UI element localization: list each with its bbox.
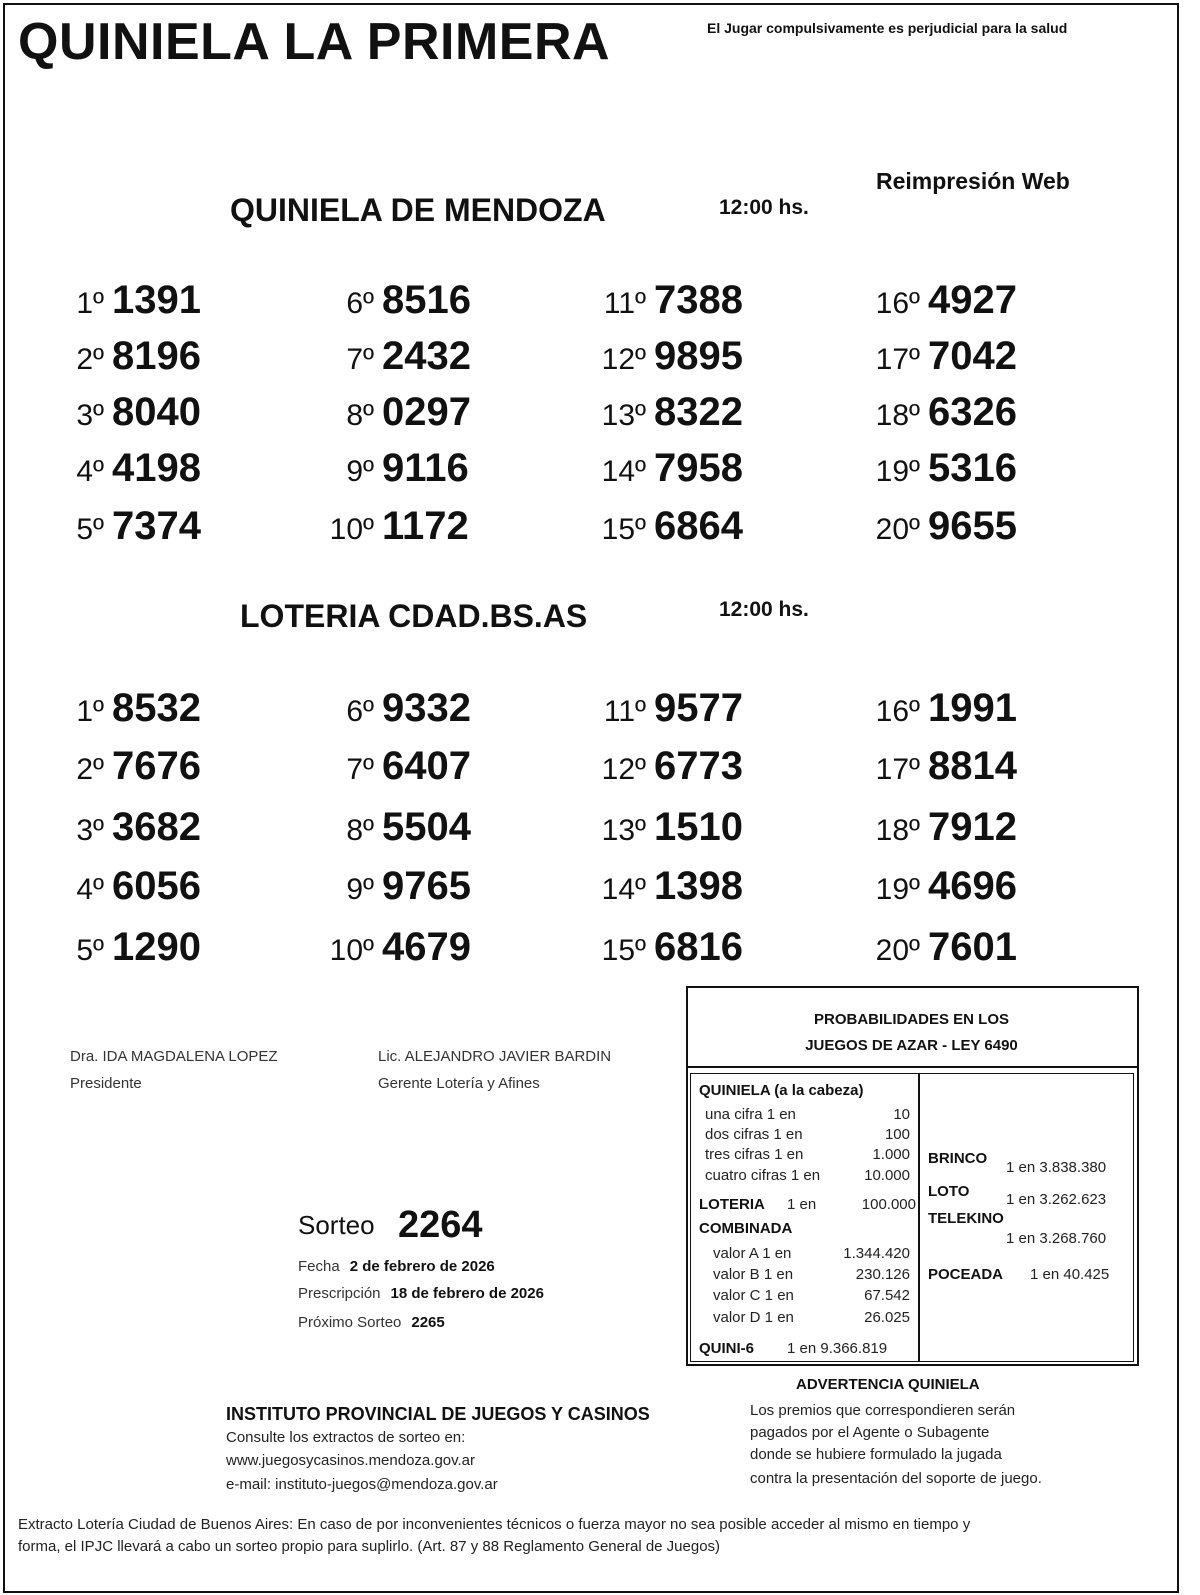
result-entry <box>24 390 201 435</box>
result-entry <box>566 686 743 731</box>
result-entry <box>294 744 471 789</box>
reprint-label: Reimpresión Web <box>876 168 1070 194</box>
result-entry <box>566 334 743 379</box>
advertencia-line: contra la presentación del soporte de juego. <box>750 1470 1042 1487</box>
signature-president <box>70 1043 278 1097</box>
result-number: 8322 <box>654 390 743 434</box>
result-number: 7676 <box>112 744 201 788</box>
result-number: 6407 <box>382 744 471 788</box>
next-draw <box>298 1314 445 1331</box>
draw-number: 2264 <box>398 1204 483 1246</box>
result-entry <box>566 925 743 970</box>
quiniela-odds-value: 100 <box>884 1126 910 1143</box>
result-position: 10º <box>329 934 374 967</box>
signature-role: Gerente Lotería y Afines <box>378 1075 540 1092</box>
section-title-mendoza: QUINIELA DE MENDOZA <box>230 192 606 228</box>
combinada-odds-label: valor C 1 en <box>713 1287 794 1304</box>
result-number: 7601 <box>928 925 1017 969</box>
section-title-loteria: LOTERIA CDAD.BS.AS <box>240 598 588 634</box>
result-position: 4º <box>76 455 104 488</box>
result-position: 11º <box>603 287 646 320</box>
result-number: 8532 <box>112 686 201 730</box>
result-entry <box>24 334 201 379</box>
result-position: 9º <box>346 873 374 906</box>
result-entry <box>294 925 471 970</box>
result-position: 2º <box>76 753 104 786</box>
signature-name: Lic. ALEJANDRO JAVIER BARDIN <box>378 1048 612 1065</box>
result-entry <box>840 686 1017 731</box>
result-position: 17º <box>875 343 920 376</box>
combinada-odds-value: 26.025 <box>864 1309 910 1326</box>
result-entry <box>840 334 1017 379</box>
result-entry <box>840 805 1017 850</box>
poceada-odds-value: 1 en 40.425 <box>1030 1266 1110 1283</box>
loto-odds-label: LOTO <box>928 1183 970 1200</box>
result-position: 3º <box>76 399 104 432</box>
result-number: 7912 <box>928 805 1017 849</box>
result-position: 8º <box>346 399 374 432</box>
result-entry <box>566 278 743 323</box>
quiniela-odds-label: tres cifras 1 en <box>705 1146 804 1163</box>
result-number: 7042 <box>928 334 1017 378</box>
result-entry <box>566 390 743 435</box>
result-position: 1º <box>76 287 104 320</box>
telekino-odds-label: TELEKINO <box>928 1210 1004 1227</box>
result-position: 7º <box>346 343 374 376</box>
loto-odds-value: 1 en 3.262.623 <box>1006 1191 1107 1208</box>
result-position: 19º <box>875 455 920 488</box>
combinada-odds-value: 230.126 <box>855 1266 910 1283</box>
result-position: 1º <box>76 695 104 728</box>
next-draw-value: 2265 <box>411 1314 445 1331</box>
result-position: 18º <box>875 814 920 847</box>
result-number: 7374 <box>112 504 201 548</box>
result-position: 20º <box>875 934 920 967</box>
result-entry <box>566 504 743 549</box>
signature-manager <box>378 1043 611 1097</box>
result-number: 2432 <box>382 334 471 378</box>
result-entry <box>294 805 471 850</box>
draw-date-label: Fecha <box>298 1258 340 1275</box>
result-entry <box>24 504 201 549</box>
loteria-odds-prefix: 1 en <box>787 1196 817 1213</box>
result-number: 5316 <box>928 446 1017 490</box>
result-position: 14º <box>601 455 646 488</box>
result-entry <box>840 446 1017 491</box>
quini6-odds-value: 1 en 9.366.819 <box>787 1340 888 1357</box>
combinada-odds-label: valor B 1 en <box>713 1266 794 1283</box>
loteria-odds-value: 100.000 <box>861 1196 916 1213</box>
result-number: 4679 <box>382 925 471 969</box>
institute-website-link[interactable]: www.juegosycasinos.mendoza.gov.ar <box>226 1452 476 1469</box>
result-position: 13º <box>601 399 646 432</box>
next-draw-label: Próximo Sorteo <box>298 1314 402 1331</box>
result-number: 9895 <box>654 334 743 378</box>
result-position: 16º <box>875 287 920 320</box>
result-position: 18º <box>875 399 920 432</box>
advertencia-line: donde se hubiere formulado la jugada <box>750 1446 1002 1463</box>
result-entry <box>840 504 1017 549</box>
quini6-odds-label: QUINI-6 <box>699 1340 755 1357</box>
combinada-odds-value: 1.344.420 <box>843 1245 910 1262</box>
signature-role: Presidente <box>70 1075 142 1092</box>
institute-consult-text: Consulte los extractos de sorteo en: <box>226 1429 466 1446</box>
telekino-odds-value: 1 en 3.268.760 <box>1006 1230 1107 1247</box>
result-position: 8º <box>346 814 374 847</box>
result-number: 6864 <box>654 504 743 548</box>
result-number: 7388 <box>654 278 743 322</box>
result-position: 12º <box>601 753 646 786</box>
result-number: 6816 <box>654 925 743 969</box>
result-number: 9577 <box>654 686 743 730</box>
result-entry <box>24 686 201 731</box>
result-position: 11º <box>603 695 646 728</box>
institute-email-link[interactable]: e-mail: instituto-juegos@mendoza.gov.ar <box>226 1476 498 1493</box>
result-position: 17º <box>875 753 920 786</box>
result-entry <box>294 686 471 731</box>
result-position: 5º <box>76 513 104 546</box>
result-position: 7º <box>346 753 374 786</box>
result-number: 6773 <box>654 744 743 788</box>
probabilities-divider <box>686 1066 1137 1068</box>
result-position: 19º <box>875 873 920 906</box>
result-number: 1510 <box>654 805 743 849</box>
result-number: 8040 <box>112 390 201 434</box>
advertencia-line: pagados por el Agente o Subagente <box>750 1424 990 1441</box>
result-position: 9º <box>346 455 374 488</box>
result-number: 1172 <box>382 504 469 548</box>
gambling-warning: El Jugar compulsivamente es perjudicial para la salud <box>707 20 1068 36</box>
result-number: 1290 <box>112 925 201 969</box>
result-position: 13º <box>601 814 646 847</box>
combinada-odds-value: 67.542 <box>864 1287 910 1304</box>
result-position: 16º <box>875 695 920 728</box>
result-number: 8196 <box>112 334 201 378</box>
quiniela-odds-label: una cifra 1 en <box>705 1106 796 1123</box>
result-number: 1991 <box>928 686 1017 730</box>
result-entry <box>294 504 469 549</box>
result-number: 7958 <box>654 446 743 490</box>
quiniela-odds-title: QUINIELA (a la cabeza) <box>699 1082 864 1099</box>
quiniela-odds-value: 10 <box>893 1106 910 1123</box>
draw-date-value: 2 de febrero de 2026 <box>349 1258 495 1275</box>
result-position: 14º <box>601 873 646 906</box>
result-entry <box>294 390 471 435</box>
draw-expiry-value: 18 de febrero de 2026 <box>390 1285 544 1302</box>
poceada-odds-label: POCEADA <box>928 1266 1004 1283</box>
result-position: 12º <box>601 343 646 376</box>
result-entry <box>294 334 471 379</box>
result-number: 4198 <box>112 446 201 490</box>
result-number: 4696 <box>928 864 1017 908</box>
probabilities-column-divider <box>918 1073 920 1361</box>
result-number: 9655 <box>928 504 1017 548</box>
page-title: QUINIELA LA PRIMERA <box>18 13 611 71</box>
quiniela-odds-label: dos cifras 1 en <box>705 1126 803 1143</box>
result-entry <box>566 864 743 909</box>
section-time-loteria: 12:00 hs. <box>719 598 809 621</box>
result-position: 3º <box>76 814 104 847</box>
result-entry <box>24 278 201 323</box>
quiniela-odds-value: 1.000 <box>872 1146 910 1163</box>
probabilities-header: PROBABILIDADES EN LOS JUEGOS DE AZAR - LEY 6490 <box>805 1011 1018 1054</box>
result-entry <box>566 446 743 491</box>
result-entry <box>24 864 201 909</box>
loteria-odds-label: LOTERIA <box>699 1196 765 1213</box>
result-number: 1398 <box>654 864 743 908</box>
result-number: 0297 <box>382 390 471 434</box>
result-number: 3682 <box>112 805 201 849</box>
advertencia-title: ADVERTENCIA QUINIELA <box>796 1376 980 1393</box>
result-number: 4927 <box>928 278 1017 322</box>
result-position: 5º <box>76 934 104 967</box>
result-entry <box>566 744 743 789</box>
result-position: 6º <box>346 287 374 320</box>
result-entry <box>840 278 1017 323</box>
result-entry <box>24 446 201 491</box>
result-position: 10º <box>329 513 374 546</box>
result-entry <box>24 744 201 789</box>
advertencia-line: Los premios que correspondieren serán <box>750 1402 1016 1419</box>
result-number: 9765 <box>382 864 471 908</box>
result-entry <box>566 805 743 850</box>
result-number: 8516 <box>382 278 471 322</box>
result-number: 8814 <box>928 744 1017 788</box>
result-number: 6326 <box>928 390 1017 434</box>
result-number: 1391 <box>112 278 201 322</box>
result-entry <box>840 864 1017 909</box>
result-position: 20º <box>875 513 920 546</box>
result-position: 15º <box>601 934 646 967</box>
result-entry <box>294 278 471 323</box>
footer-note-line1: Extracto Lotería Ciudad de Buenos Aires: En caso de por inconvenientes técnicos o fuerza mayor no sea posible acceder al mismo en tiempo y <box>18 1516 971 1533</box>
result-entry <box>840 744 1017 789</box>
brinco-odds-label: BRINCO <box>928 1150 988 1167</box>
section-time-mendoza: 12:00 hs. <box>719 196 809 219</box>
result-entry <box>840 925 1017 970</box>
result-entry <box>24 805 201 850</box>
draw-date <box>298 1258 495 1275</box>
result-position: 15º <box>601 513 646 546</box>
draw-expiry-label: Prescripción <box>298 1285 381 1302</box>
result-entry <box>294 446 469 491</box>
result-number: 9116 <box>382 446 469 490</box>
quiniela-odds-value: 10.000 <box>864 1167 910 1184</box>
combinada-odds-title: COMBINADA <box>699 1220 793 1237</box>
brinco-odds-value: 1 en 3.838.380 <box>1006 1159 1107 1176</box>
result-position: 2º <box>76 343 104 376</box>
result-entry <box>24 925 201 970</box>
result-number: 5504 <box>382 805 471 849</box>
quiniela-odds-label: cuatro cifras 1 en <box>705 1167 821 1184</box>
institute-name: INSTITUTO PROVINCIAL DE JUEGOS Y CASINOS <box>226 1404 650 1424</box>
result-position: 6º <box>346 695 374 728</box>
footer-note-line2: forma, el IPJC llevará a cabo un sorteo propio para suplirlo. (Art. 87 y 88 Reglamento General de Juegos) <box>18 1538 721 1555</box>
result-entry <box>294 864 471 909</box>
result-entry <box>840 390 1017 435</box>
combinada-odds-label: valor A 1 en <box>713 1245 792 1262</box>
combinada-odds-label: valor D 1 en <box>713 1309 794 1326</box>
draw-expiry <box>298 1285 544 1302</box>
signature-name: Dra. IDA MAGDALENA LOPEZ <box>70 1048 278 1065</box>
result-number: 6056 <box>112 864 201 908</box>
result-position: 4º <box>76 873 104 906</box>
draw-label: Sorteo <box>298 1210 375 1240</box>
result-number: 9332 <box>382 686 471 730</box>
